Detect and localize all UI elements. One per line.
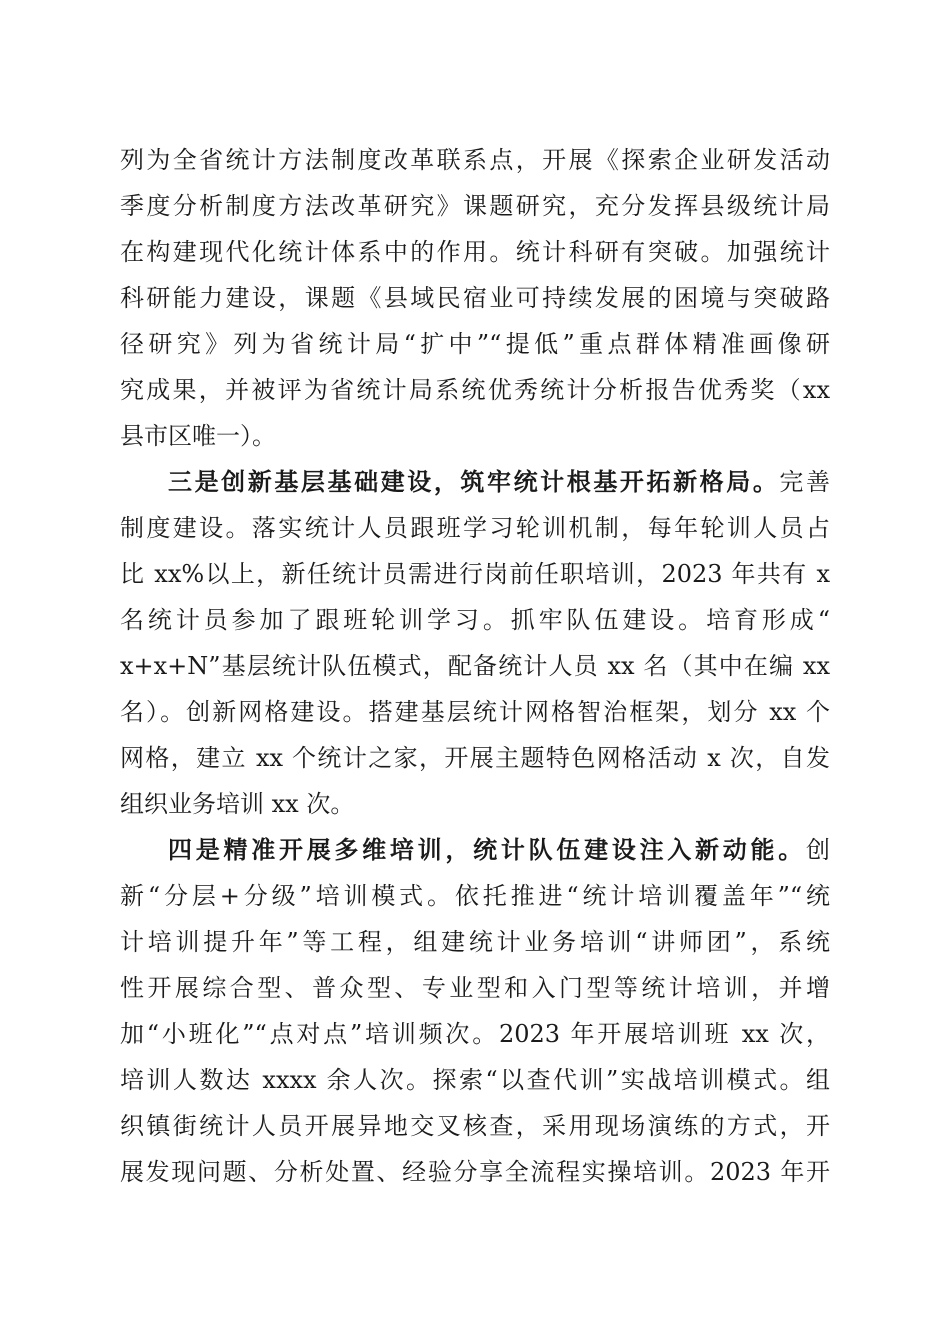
paragraph-3-first-line-rest: 创 (806, 836, 830, 864)
paragraph-3-line-7: 织镇街统计人员开展异地交叉核查，采用现场演练的方式，开 (120, 1112, 830, 1140)
paragraph-2-line-4: 名统计员参加了跟班轮训学习。抓牢队伍建设。培育形成“ (120, 606, 830, 634)
paragraph-1-line-5: 径研究》列为省统计局“扩中”“提低”重点群体精准画像研 (120, 330, 830, 358)
paragraph-2-first-line (168, 459, 830, 505)
paragraph-2-line-3: 比 xx%以上，新任统计员需进行岗前任职培训，2023 年共有 x (120, 560, 830, 588)
paragraph-2-line-6: 名）。创新网格建设。搭建基层统计网格智治框架，划分 xx 个 (120, 698, 830, 726)
paragraph-1-line-3: 在构建现代化统计体系中的作用。统计科研有突破。加强统计 (120, 238, 830, 266)
paragraph-1-line-2: 季度分析制度方法改革研究》课题研究，充分发挥县级统计局 (120, 192, 830, 220)
paragraph-3-first-line (168, 827, 830, 873)
paragraph-3-heading: 四是精准开展多维培训，统计队伍建设注入新动能。 (168, 835, 806, 864)
paragraph-2-line-7: 网格，建立 xx 个统计之家，开展主题特色网格活动 x 次，自发 (120, 744, 830, 772)
paragraph-3-line-2: 新“分层+分级”培训模式。依托推进“统计培训覆盖年”“统 (120, 882, 830, 910)
paragraph-3-line-8: 展发现问题、分析处置、经验分享全流程实操培训。2023 年开 (120, 1158, 830, 1186)
paragraph-1-line-7: 县市区唯一）。 (120, 422, 276, 450)
paragraph-2-line-2: 制度建设。落实统计人员跟班学习轮训机制，每年轮训人员占 (120, 514, 830, 542)
paragraph-2-line-8: 组织业务培训 xx 次。 (120, 790, 355, 818)
paragraph-2-first-line-rest: 完善 (779, 468, 830, 496)
paragraph-1-line-4: 科研能力建设，课题《县域民宿业可持续发展的困境与突破路 (120, 284, 830, 312)
paragraph-3-line-3: 计培训提升年”等工程，组建统计业务培训“讲师团”，系统 (120, 928, 830, 956)
paragraph-3-line-5: 加“小班化”“点对点”培训频次。2023 年开展培训班 xx 次， (120, 1020, 830, 1048)
paragraph-2-line-5: x+x+N”基层统计队伍模式，配备统计人员 xx 名（其中在编 xx (120, 652, 830, 680)
paragraph-3-line-6: 培训人数达 xxxx 余人次。探索“以查代训”实战培训模式。组 (120, 1066, 830, 1094)
paragraph-1-line-6: 究成果，并被评为省统计局系统优秀统计分析报告优秀奖（xx (120, 376, 830, 404)
paragraph-3-line-4: 性开展综合型、普众型、专业型和入门型等统计培训，并增 (120, 974, 830, 1002)
paragraph-1-line-1: 列为全省统计方法制度改革联系点，开展《探索企业研发活动 (120, 146, 830, 174)
paragraph-2-heading: 三是创新基层基础建设，筑牢统计根基开拓新格局。 (168, 467, 780, 496)
